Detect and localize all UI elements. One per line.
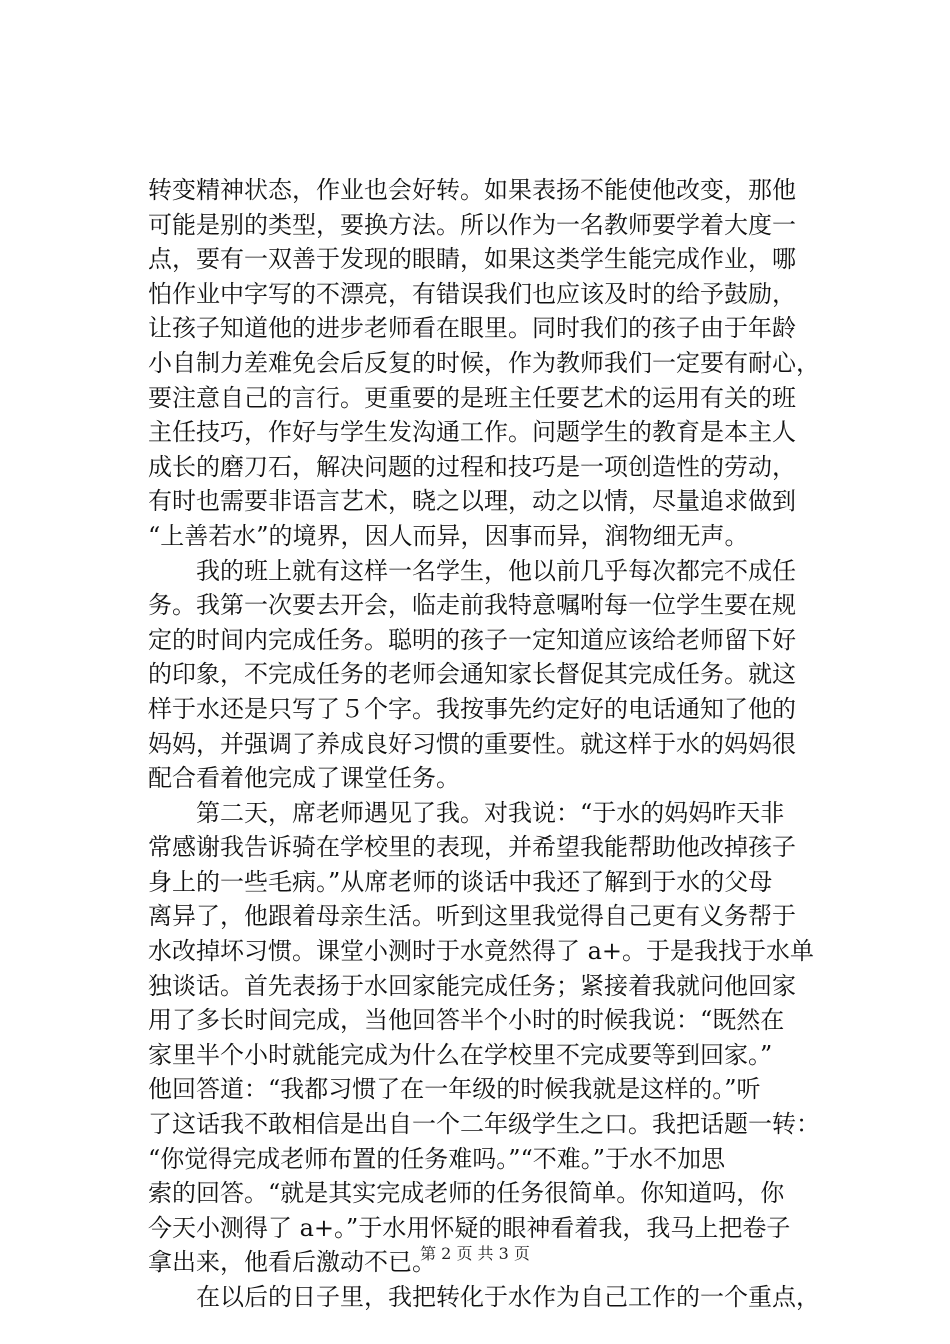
text-line: 可能是别的类型，要换方法。所以作为一名教师要学着大度一 bbox=[148, 210, 796, 239]
text-line: 水改掉坏习惯。课堂小测时于水竟然得了 a+。于是我找于水单 bbox=[148, 937, 815, 966]
text-line: 让孩子知道他的进步老师看在眼里。同时我们的孩子由于年龄 bbox=[148, 314, 796, 343]
text-line: 务。我第一次要去开会，临走前我特意嘱咐每一位学生要在规 bbox=[148, 591, 796, 620]
text-line: 主任技巧，作好与学生发沟通工作。问题学生的教育是本主人 bbox=[148, 418, 796, 447]
text-line: 样于水还是只写了５个字。我按事先约定好的电话通知了他的 bbox=[148, 694, 796, 723]
text-line: 的印象，不完成任务的老师会通知家长督促其完成任务。就这 bbox=[148, 660, 796, 689]
text-line: 成长的磨刀石，解决问题的过程和技巧是一项创造性的劳动， bbox=[148, 452, 796, 481]
page-footer: 第 2 页 共 3 页 bbox=[420, 1244, 530, 1263]
text-line: 转变精神状态，作业也会好转。如果表扬不能使他改变，那他 bbox=[148, 176, 796, 204]
text-line: 小自制力差难免会后反复的时候，作为教师我们一定要有耐心， bbox=[148, 348, 820, 377]
text-line: 点，要有一双善于发现的眼睛，如果这类学生能完成作业，哪 bbox=[148, 245, 796, 274]
text-line: 要注意自己的言行。更重要的是班主任要艺术的运用有关的班 bbox=[148, 383, 796, 412]
text-line: 我的班上就有这样一名学生，他以前几乎每次都完不成任 bbox=[196, 556, 796, 585]
text-line: 配合看着他完成了课堂任务。 bbox=[148, 764, 460, 793]
text-line: 身上的一些毛病。”从席老师的谈话中我还了解到于水的父母 bbox=[148, 867, 773, 896]
text-line: 用了多长时间完成，当他回答半个小时的时候我说：“既然在 bbox=[148, 1006, 785, 1035]
text-line: 有时也需要非语言艺术，晓之以理，动之以情，尽量追求做到 bbox=[148, 487, 796, 516]
text-line: 今天小测得了 a+。”于水用怀疑的眼神看着我，我马上把卷子 bbox=[148, 1213, 791, 1242]
text-line: 独谈话。首先表扬于水回家能完成任务；紧接着我就问他回家 bbox=[148, 971, 796, 1000]
text-line: 索的回答。“就是其实完成老师的任务很简单。你知道吗，你 bbox=[148, 1179, 785, 1208]
text-line: “上善若水”的境界，因人而异，因事而异，润物细无声。 bbox=[148, 521, 749, 550]
text-line: 拿出来，他看后激动不已。 bbox=[148, 1248, 436, 1277]
text-line: 家里半个小时就能完成为什么在学校里不完成要等到回家。” bbox=[148, 1040, 773, 1069]
body-text bbox=[148, 173, 856, 1315]
text-line: 离异了，他跟着母亲生活。听到这里我觉得自己更有义务帮于 bbox=[148, 902, 796, 931]
text-line: 定的时间内完成任务。聪明的孩子一定知道应该给老师留下好 bbox=[148, 625, 796, 654]
text-line: 怕作业中字写的不漂亮，有错误我们也应该及时的给予鼓励， bbox=[148, 279, 796, 308]
text-line: 在以后的日子里，我把转化于水作为自己工作的一个重点， bbox=[196, 1283, 820, 1311]
text-line: 了这话我不敢相信是出自一个二年级学生之口。我把话题一转： bbox=[148, 1110, 820, 1139]
text-line: “你觉得完成老师布置的任务难吗。”“不难。”于水不加思 bbox=[148, 1144, 726, 1173]
text-line: 常感谢我告诉骑在学校里的表现，并希望我能帮助他改掉孩子 bbox=[148, 833, 796, 862]
text-line: 他回答道：“我都习惯了在一年级的时候我就是这样的。”听 bbox=[148, 1075, 761, 1104]
text-line: 妈妈，并强调了养成良好习惯的重要性。就这样于水的妈妈很 bbox=[148, 729, 796, 758]
text-line: 第二天，席老师遇见了我。对我说：“于水的妈妈昨天非 bbox=[196, 798, 785, 827]
